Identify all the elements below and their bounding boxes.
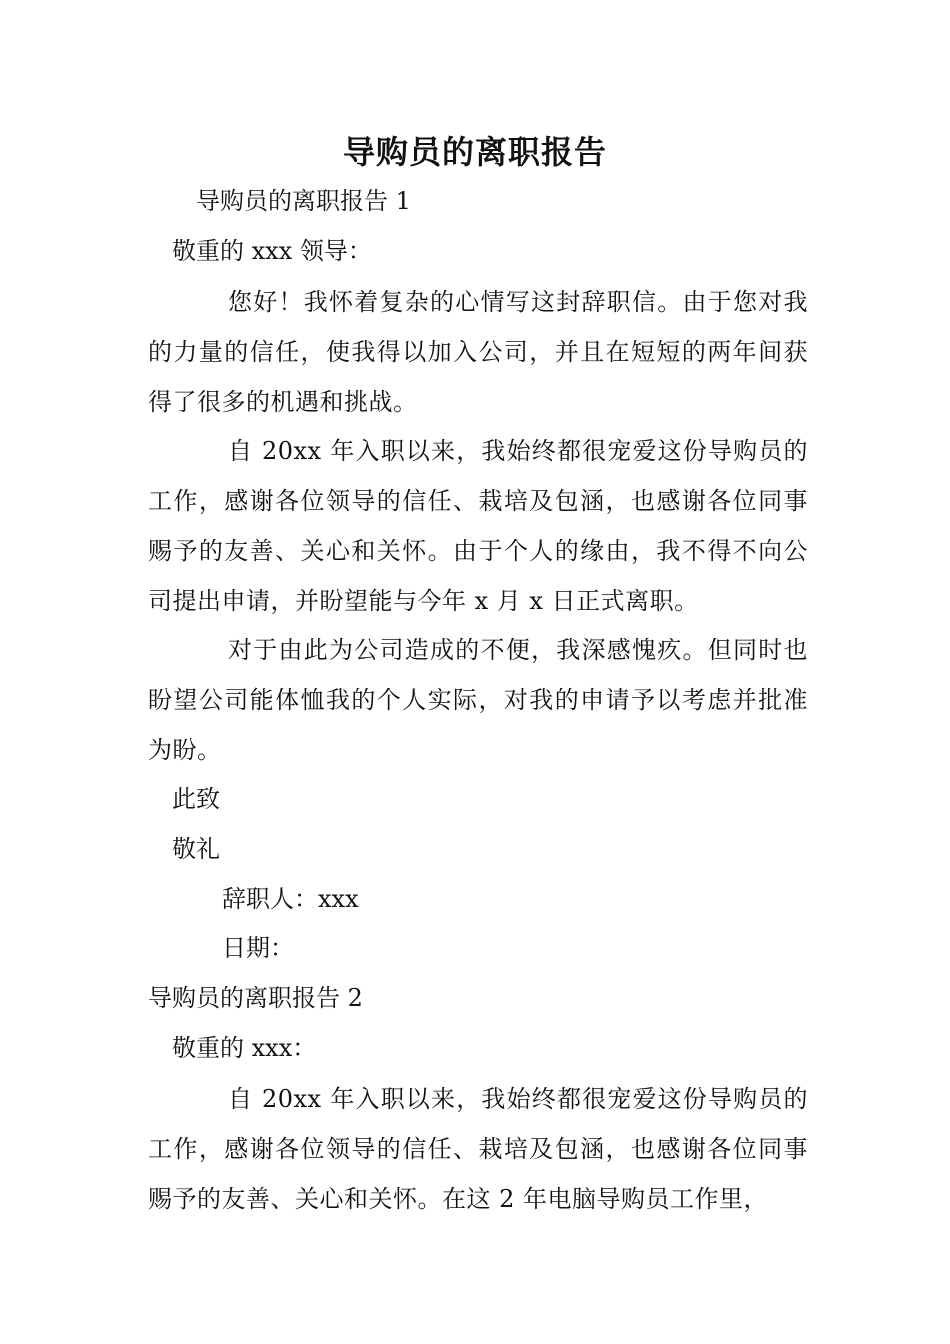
signer-line: 辞职人：xxx bbox=[222, 885, 359, 913]
closing-ci-zhi: 此致 bbox=[172, 785, 220, 813]
document-title: 导购员的离职报告 bbox=[342, 133, 607, 171]
section1-heading: 导购员的离职报告 1 bbox=[196, 187, 411, 215]
section1-paragraph-2: 自 20xx 年入职以来，我始终都很宠爱这份导购员的工作，感谢各位领导的信任、栽培及包涵，也感谢各位同事赐予的友善、关心和关怀。由于个人的缘由，我不得不向公司提出申请，并盼望能与今年 x 月 x 日正式离职。 bbox=[148, 437, 808, 615]
closing-jing-li: 敬礼 bbox=[172, 835, 220, 863]
section2-paragraph-1: 自 20xx 年入职以来，我始终都很宠爱这份导购员的工作，感谢各位领导的信任、栽培及包涵，也感谢各位同事赐予的友善、关心和关怀。在这 2 年电脑导购员工作里， bbox=[148, 1085, 808, 1213]
date-line: 日期： bbox=[222, 934, 294, 962]
section1-paragraph-1: 您好！我怀着复杂的心情写这封辞职信。由于您对我的力量的信任，使我得以加入公司，并且在短短的两年间获得了很多的机遇和挑战。 bbox=[148, 288, 808, 416]
section2-salutation: 敬重的 xxx： bbox=[172, 1034, 317, 1062]
section1-paragraph-3: 对于由此为公司造成的不便，我深感愧疚。但同时也盼望公司能体恤我的个人实际，对我的申请予以考虑并批准为盼。 bbox=[148, 636, 808, 764]
section1-salutation: 敬重的 xxx 领导： bbox=[172, 237, 372, 265]
section2-heading: 导购员的离职报告 2 bbox=[148, 984, 363, 1012]
